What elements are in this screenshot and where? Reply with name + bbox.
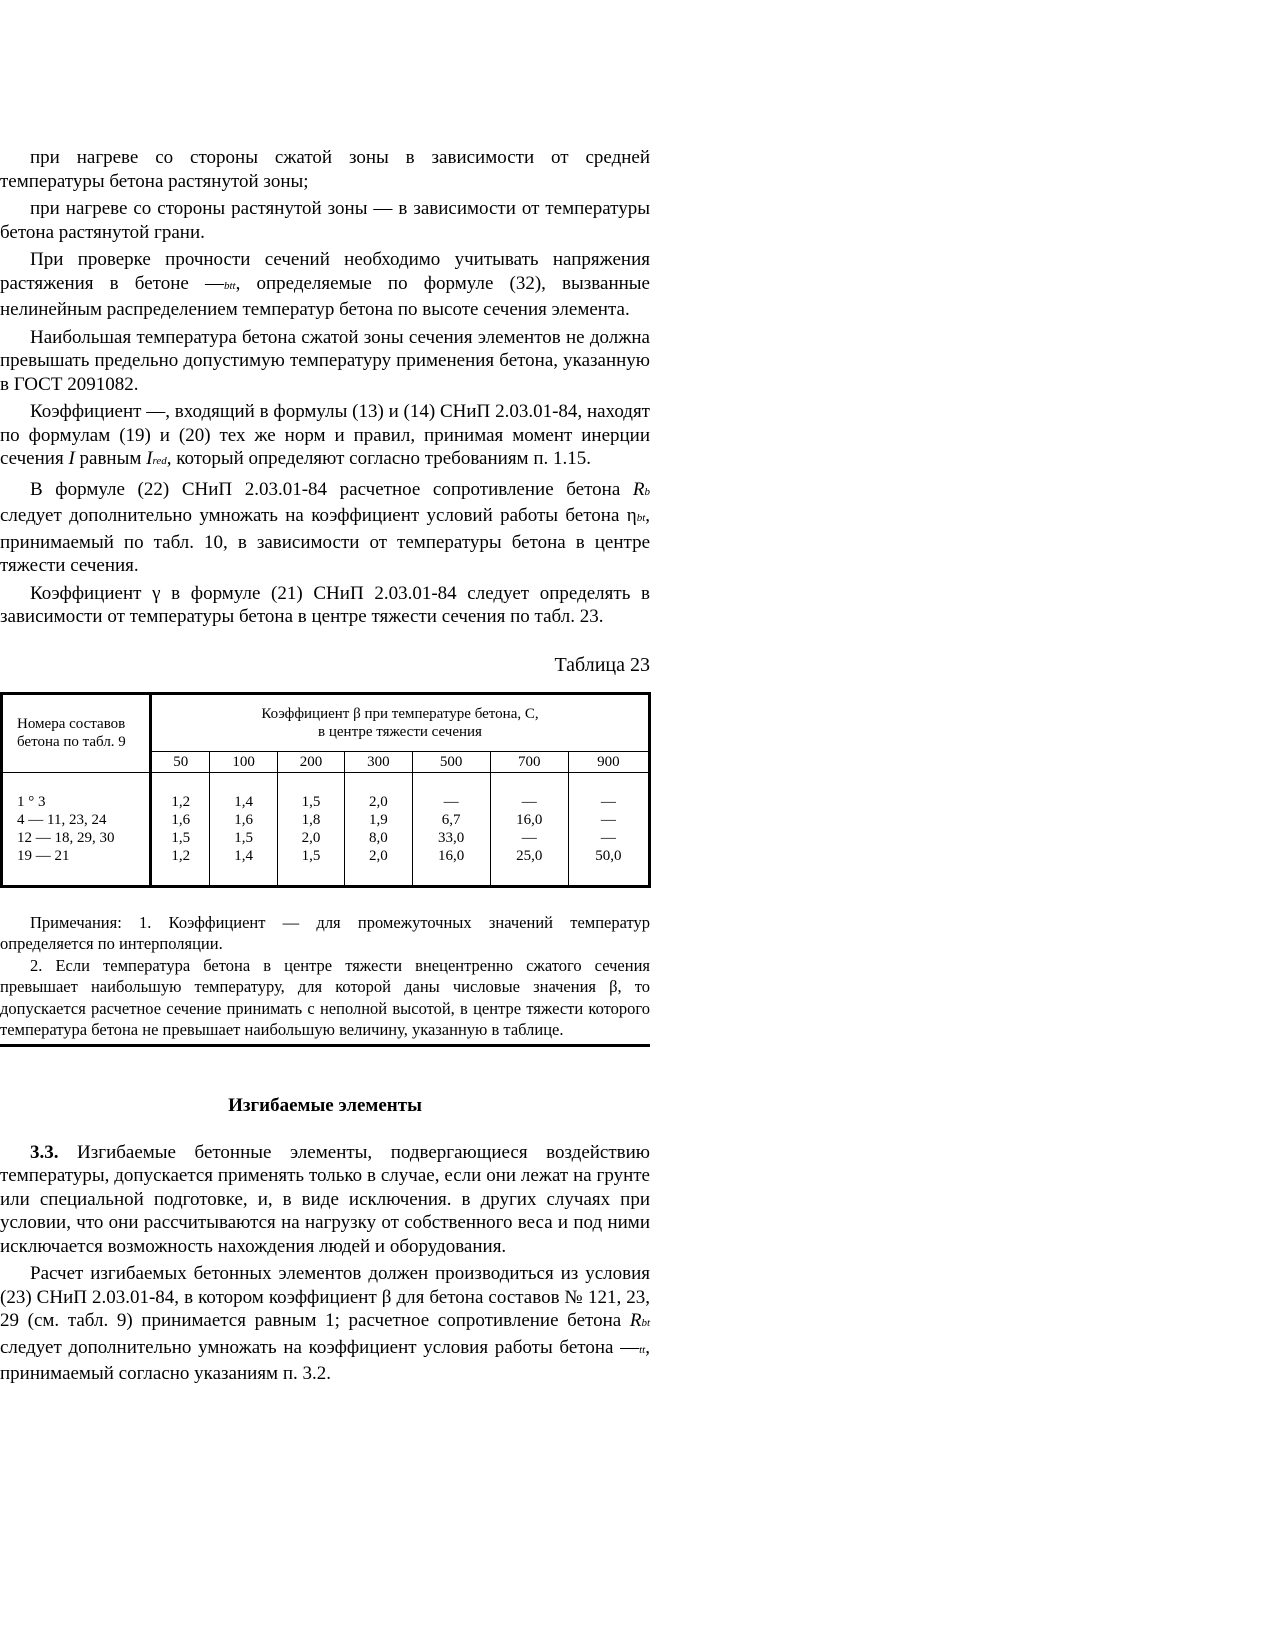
table-cell: 25,0 — [516, 847, 543, 864]
clause-number: 3.3. — [30, 1141, 59, 1163]
column-300 — [345, 772, 412, 886]
table-top-header-line1: Коэффициент β при температуре бетона, С, — [261, 705, 539, 722]
table-top-header-line2: в центре тяжести сечения — [318, 723, 482, 740]
p6-eta-sub: bt — [636, 512, 646, 524]
table-cell: 1,4 — [234, 847, 254, 864]
table-cell: 1,5 — [301, 847, 321, 864]
table-cell: 16,0 — [516, 811, 543, 828]
table-cell: — — [521, 793, 537, 810]
column-500 — [412, 772, 490, 886]
paragraph-gamma: Коэффициент γ в формуле (21) СНиП 2.03.01-84 следует определять в зависимости от температуры бетона в центре тяжести сечения по табл. 23. — [0, 582, 650, 627]
table-cell: 33,0 — [438, 829, 465, 846]
table-cell: 1,5 — [171, 829, 191, 846]
table-cell: — — [443, 793, 459, 810]
p5-ired: I — [146, 448, 153, 469]
paragraph-bending-calc — [0, 1262, 650, 1386]
p9-tt-sub: tt — [639, 1343, 646, 1356]
row-label: 12 — 18, 29, 30 — [17, 829, 115, 846]
temp-header: 100 — [210, 751, 277, 772]
section-title: Изгибаемые элементы — [228, 1094, 422, 1116]
table-23 — [0, 692, 651, 888]
table-cell: 8,0 — [369, 829, 388, 846]
table-left-header: Номера составов бетона по табл. 9 — [2, 693, 151, 772]
table-cell: — — [521, 829, 537, 846]
divider-rule — [0, 1044, 650, 1047]
p6-text-c: , принимаемый по табл. 10, в зависимости от температуры бетона в центре тяжести сечения. — [0, 505, 650, 576]
p6-rb-sub: b — [644, 485, 650, 498]
table-notes — [0, 912, 650, 1041]
p5-text-a: Коэффициент —, входящий в формулы (13) и (14) СНиП 2.03.01-84, находят по формулам (19) и (20) тех же норм и правил, принимая момент инерции сечения — [0, 401, 650, 469]
p6-text-a: В формуле (22) СНиП 2.03.01-84 расчетное сопротивление бетона — [30, 478, 633, 500]
p8-text: Изгибаемые бетонные элементы, подвергающиеся воздействию температуры, допускается применять только в случае, если они лежат на грунте или специальной подготовке, и, в виде исключения. в других случаях при условии, что они рассчитываются на нагрузку от собственного веса и под ними исключается возможность нахождения людей и оборудования. — [0, 1141, 650, 1257]
paragraph-compressed-zone: при нагреве со стороны сжатой зоны в зависимости от средней температуры бетона растянутой зоны; — [0, 147, 650, 192]
table-cell: 1,6 — [171, 811, 191, 828]
p9-r: R — [629, 1310, 642, 1331]
p3-text-a: При проверке прочности сечений необходимо учитывать напряжения растяжения в бетоне — — [0, 249, 650, 294]
row-label: 4 — 11, 23, 24 — [17, 811, 107, 828]
table-cell: 1,9 — [369, 811, 388, 828]
p3-text-b: , определяемые по формуле (32), вызванные нелинейным распределением температур бетона по высоте сечения элемента. — [0, 272, 650, 320]
p5-i: I — [68, 448, 75, 469]
p5-text-b: равным — [74, 448, 147, 469]
temp-header: 900 — [568, 751, 649, 772]
table-cell: — — [600, 811, 616, 828]
table-cell: 1,5 — [301, 793, 321, 810]
temp-header: 50 — [151, 751, 210, 772]
temp-header: 300 — [345, 751, 412, 772]
table-cell: 16,0 — [438, 847, 465, 864]
column-50 — [151, 772, 210, 886]
table-cell: 6,7 — [441, 811, 461, 828]
paragraph-max-temperature: Наибольшая температура бетона сжатой зоны сечения элементов не должна превышать предельно допустимую температуру применения бетона, указанную в ГОСТ 2091082. — [0, 326, 650, 395]
paragraph-strength-check — [0, 248, 650, 322]
column-900 — [568, 772, 649, 886]
table-cell: — — [600, 793, 616, 810]
table-caption: Таблица 23 — [554, 653, 650, 676]
table-cell: 1,2 — [171, 847, 191, 864]
temp-header: 500 — [412, 751, 490, 772]
column-700 — [490, 772, 568, 886]
paragraph-3-3 — [0, 1141, 650, 1259]
table-cell: 50,0 — [595, 847, 622, 864]
table-cell: 1,4 — [234, 793, 254, 810]
p9-text-c: , принимаемый согласно указаниям п. 3.2. — [0, 1336, 650, 1384]
note-2: 2. Если температура бетона в центре тяжести внецентренно сжатого сечения превышает наибольшую температуру, для которой даны числовые значения β, то допускается расчетное сечение принимать с неполной высотой, в центре тяжести которого температура бетона не превышает наибольшую величину, указанную в таблице. — [0, 955, 650, 1039]
row-label: 19 — 21 — [17, 847, 70, 864]
p5-text-c: , который определяют согласно требованиям п. 1.15. — [166, 448, 592, 469]
table-cell: 1,5 — [234, 829, 254, 846]
table-cell: — — [600, 829, 616, 846]
table-cell: 1,6 — [234, 811, 254, 828]
table-cell: 2,0 — [369, 793, 388, 810]
table-cell: 2,0 — [369, 847, 388, 864]
column-100 — [210, 772, 277, 886]
p9-r-sub: bt — [641, 1317, 650, 1329]
table-cell: 2,0 — [301, 829, 321, 846]
row-label: 1 ° 3 — [17, 793, 46, 810]
note-1: Примечания: 1. Коэффициент — для промежуточных значений температур определяется по интерполяции. — [0, 912, 650, 953]
p6-text-b: следует дополнительно умножать на коэффициент условий работы бетона η — [0, 505, 637, 526]
paragraph-formula-22 — [0, 478, 650, 578]
temp-header: 700 — [490, 751, 568, 772]
document-page — [0, 146, 650, 1386]
p3-sub: btt — [223, 279, 236, 292]
p5-ired-sub: red — [152, 455, 167, 467]
p9-text-a: Расчет изгибаемых бетонных элементов должен производиться из условия (23) СНиП 2.03.01-84, в котором коэффициент β для бетона составов № 121, 23, 29 (см. табл. 9) принимается равным 1; расчетное сопротивление бетона — [0, 1263, 650, 1331]
p9-text-b: следует дополнительно умножать на коэффициент условия работы бетона — — [0, 1336, 640, 1358]
table-cell: 1,2 — [171, 793, 191, 810]
table-top-header — [151, 693, 650, 751]
paragraph-coefficient — [0, 400, 650, 474]
table-cell: 1,8 — [301, 811, 321, 828]
column-200 — [277, 772, 344, 886]
paragraph-tension-zone: при нагреве со стороны растянутой зоны — в зависимости от температуры бетона растянутой грани. — [0, 198, 650, 243]
row-labels-cell — [2, 772, 151, 886]
temp-header: 200 — [277, 751, 344, 772]
p6-rb: R — [632, 478, 645, 500]
